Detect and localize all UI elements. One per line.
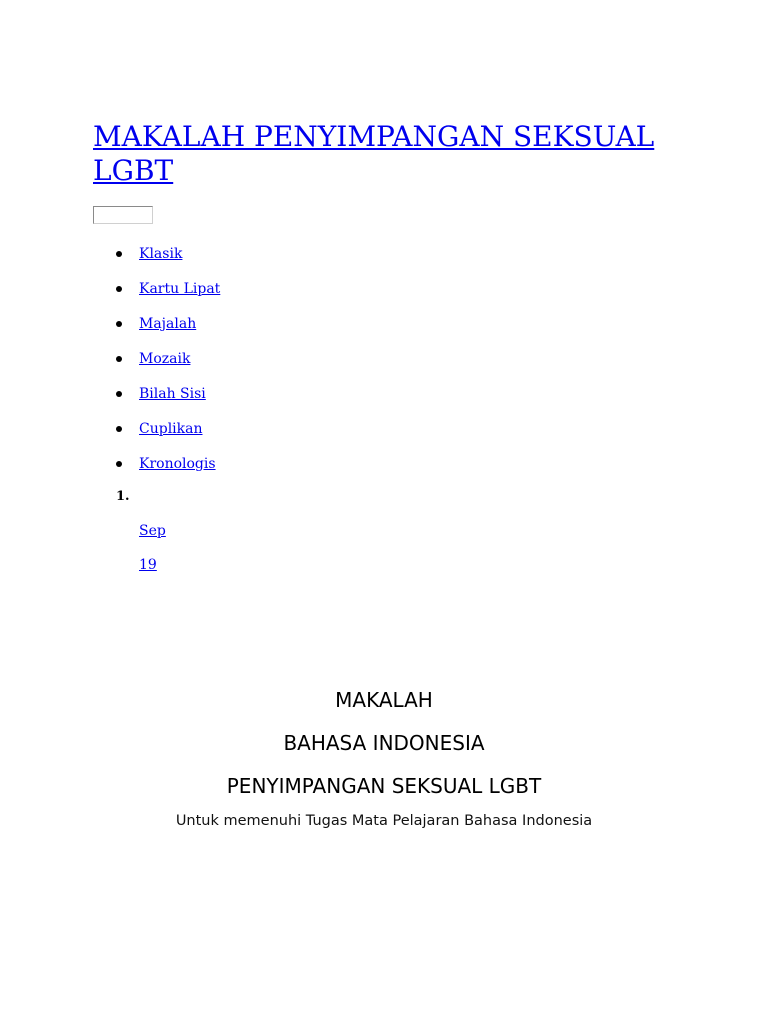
document-body [0,686,768,831]
view-menu-item [139,245,220,280]
view-menu-item [139,280,220,315]
page-title [93,120,693,188]
view-link-klasik[interactable]: Klasik [139,246,183,262]
view-menu-item [139,385,220,420]
view-link-cuplikan[interactable]: Cuplikan [139,421,203,437]
document-line-makalah: MAKALAH [335,688,433,712]
view-menu-item [139,420,220,455]
view-menu [139,245,220,490]
view-menu-item [139,455,220,490]
post-date-month-link[interactable]: Sep [139,523,166,539]
view-link-kartu-lipat[interactable]: Kartu Lipat [139,281,221,297]
post-date [139,521,166,589]
document-line-subject: BAHASA INDONESIA [283,731,485,755]
search-input[interactable] [93,206,153,224]
view-link-mozaik[interactable]: Mozaik [139,351,191,367]
view-link-majalah[interactable]: Majalah [139,316,197,332]
view-link-kronologis[interactable]: Kronologis [139,456,216,472]
page-title-link[interactable]: MAKALAH PENYIMPANGAN SEKSUAL LGBT [93,120,655,187]
view-menu-item [139,315,220,350]
view-link-bilah-sisi[interactable]: Bilah Sisi [139,386,206,402]
post-number: 1. [116,489,130,504]
view-menu-item [139,350,220,385]
post-date-day-link[interactable]: 19 [139,557,157,573]
document-line-topic: PENYIMPANGAN SEKSUAL LGBT [226,774,542,798]
document-subtitle: Untuk memenuhi Tugas Mata Pelajaran Bahasa Indonesia [175,813,593,829]
